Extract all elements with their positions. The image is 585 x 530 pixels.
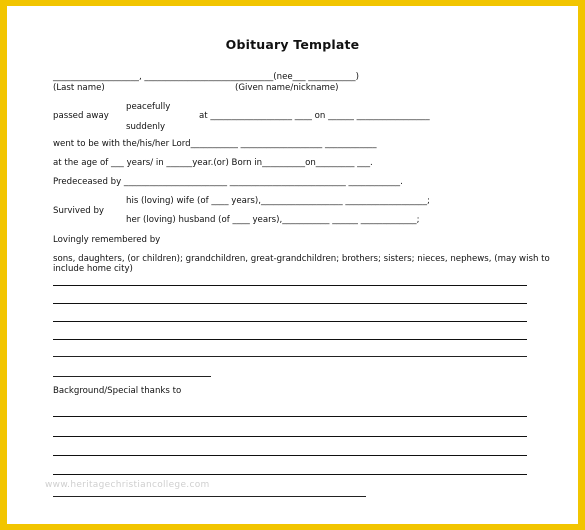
went-to-be-line: went to be with the/his/her Lord___________ ___________________ ____________ [53,139,377,149]
writing-line-short [53,376,211,377]
last-name-label: (Last name) [53,83,105,93]
background-label: Background/Special thanks to [53,386,182,396]
writing-line [53,321,527,322]
peacefully-option: peacefully [126,102,171,112]
age-line: at the age of ___ years/ in ______year.(or) Born in__________on_________ ___. [53,158,373,168]
passed-at-on-blanks: at ___________________ ____ on ______ _________________ [199,111,430,121]
document-page [7,6,578,524]
watermark-text: www.heritagechristiancollege.com [45,480,210,490]
family-line-1: sons, daughters, (or children); grandchildren, great-grandchildren; brothers; sisters; nieces, nephews, (may wish to [53,254,550,264]
family-line-2: include home city) [53,264,133,274]
passed-away-label: passed away [53,111,109,121]
writing-line-dashed [53,356,527,357]
writing-line-short [53,496,366,497]
writing-line [53,436,527,437]
writing-line [53,416,527,417]
given-name-label: (Given name/nickname) [235,83,339,93]
suddenly-option: suddenly [126,122,166,132]
writing-line [53,455,527,456]
husband-line: her (loving) husband (of ____ years),___________ ______ _____________; [126,215,420,225]
lovingly-label: Lovingly remembered by [53,235,161,245]
page-title: Obituary Template [225,37,360,52]
name-blank-line: ____________________, ______________________________(nee___ ___________) [53,72,359,82]
writing-line [53,474,527,475]
writing-line [53,339,527,340]
wife-line: his (loving) wife (of ____ years),___________________ ___________________; [126,196,430,206]
writing-line [53,285,527,286]
predeceased-line: Predeceased by ________________________ ___________________________ ____________. [53,177,403,187]
writing-line [53,303,527,304]
survived-by-label: Survived by [53,206,105,216]
